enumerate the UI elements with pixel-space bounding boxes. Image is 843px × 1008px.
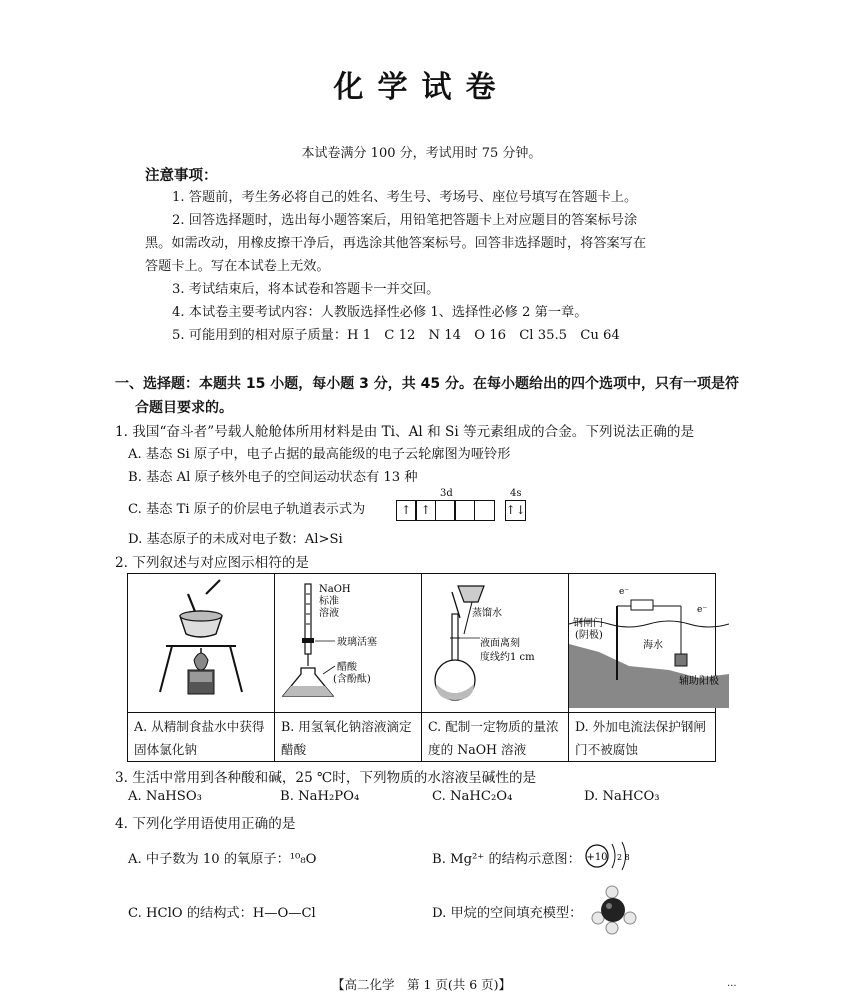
orbital-box-empty xyxy=(454,500,475,521)
label-distilled-water: 蒸馏水 xyxy=(472,608,502,619)
q2-pic-a xyxy=(128,574,275,713)
label-solution: 溶液 xyxy=(319,608,339,619)
orbital-label-3d: 3d xyxy=(440,488,453,499)
orbital-box-empty xyxy=(435,500,456,521)
nucleus-charge: +10 xyxy=(586,852,608,863)
q1-option-c: C. 基态 Ti 原子的价层电子轨道表示式为 xyxy=(128,502,366,517)
exam-intro: 本试卷满分 100 分，考试用时 75 分钟。 xyxy=(301,146,542,161)
volumetric-flask-illustration xyxy=(422,574,567,708)
label-acetic-acid: 醋酸 xyxy=(337,662,357,673)
q2-option-b: B. 用氢氧化钠溶液滴定醋酸 xyxy=(275,713,422,762)
orbital-diagram-3d xyxy=(397,500,495,521)
q4-stem: 4. 下列化学用语使用正确的是 xyxy=(115,816,296,832)
q2-pic-d xyxy=(569,574,719,713)
label-electron-left: e⁻ xyxy=(619,587,630,597)
notice-line-5: 3. 考试结束后，将本试卷和答题卡一并交回。 xyxy=(172,282,440,297)
titration-apparatus-illustration xyxy=(275,574,420,708)
orbital-box-empty xyxy=(474,500,495,521)
q2-pic-c xyxy=(422,574,569,713)
notice-line-2: 2. 回答选择题时，选出每小题答案后，用铅笔把答题卡上对应题目的答案标号涂 xyxy=(172,213,638,228)
orbital-box-up: ↑ xyxy=(415,500,436,521)
footer-mark: ... xyxy=(727,978,737,989)
q1-option-b: B. 基态 Al 原子核外电子的空间运动状态有 13 种 xyxy=(128,470,418,485)
label-steel-gate: 钢闸门 xyxy=(573,618,603,629)
q2-pic-b xyxy=(275,574,422,713)
q4-option-d: D. 甲烷的空间填充模型： xyxy=(432,906,583,921)
label-stopcock: 玻璃活塞 xyxy=(337,637,377,648)
notice-line-7: 5. 可能用到的相对原子质量：H 1 C 12 N 14 O 16 Cl 35.5 Cu 64 xyxy=(172,328,620,343)
notice-line-3: 黑。如需改动，用橡皮擦干净后，再选涂其他答案标号。回答非选择题时，将答案写在 xyxy=(145,236,647,251)
label-seawater: 海水 xyxy=(643,640,663,651)
electron-shells: 2 8 xyxy=(617,853,630,862)
q4-option-c: C. HClO 的结构式：H—O—Cl xyxy=(128,906,316,921)
methane-space-filling-model xyxy=(590,884,642,936)
q2-option-d: D. 外加电流法保护钢闸门不被腐蚀 xyxy=(569,713,716,762)
q2-option-c: C. 配制一定物质的量浓度的 NaOH 溶液 xyxy=(422,713,569,762)
mg-ion-structure-diagram xyxy=(582,838,642,874)
orbital-diagram-4s xyxy=(506,500,526,521)
impressed-current-illustration xyxy=(569,574,729,708)
label-level2: 度线约1 cm xyxy=(480,652,535,663)
q2-figure-table xyxy=(127,573,719,762)
label-standard: 标准 xyxy=(319,596,339,607)
q4-option-a xyxy=(128,848,316,867)
notice-line-1: 1. 答题前，考生务必将自己的姓名、考生号、考场号、座位号填写在答题卡上。 xyxy=(172,190,638,205)
q1-option-d: D. 基态原子的未成对电子数：Al>Si xyxy=(128,532,343,547)
evaporation-apparatus-illustration xyxy=(128,574,273,708)
q3-option-a: A. NaHSO₃ xyxy=(128,789,202,804)
q3-stem: 3. 生活中常用到各种酸和碱，25 ℃时，下列物质的水溶液呈碱性的是 xyxy=(115,770,537,786)
orbital-box-paired: ↑↓ xyxy=(505,500,526,521)
notice-title: 注意事项： xyxy=(145,168,218,184)
page-title: 化学试卷 xyxy=(333,70,510,105)
notice-line-6: 4. 本试卷主要考试内容：人教版选择性必修 1、选择性必修 2 第一章。 xyxy=(172,305,588,320)
q1-stem: 1. 我国“奋斗者”号载人舱舱体所用材料是由 Ti、Al 和 Si 等元素组成的合金。下列说法正确的是 xyxy=(115,424,695,440)
orbital-label-4s: 4s xyxy=(510,488,522,499)
q2-stem: 2. 下列叙述与对应图示相符的是 xyxy=(115,555,310,571)
label-cathode: (阴极) xyxy=(575,630,603,641)
oxygen-isotope-formula: ¹⁰₈O xyxy=(289,852,317,867)
q3-option-b: B. NaH₂PO₄ xyxy=(280,789,360,804)
page-footer: 【高二化学 第 1 页(共 6 页)】 xyxy=(331,977,512,992)
notice-line-4: 答题卡上。写在本试卷上无效。 xyxy=(145,259,330,274)
q3-option-d: D. NaHCO₃ xyxy=(584,789,660,804)
q1-option-a: A. 基态 Si 原子中，电子占据的最高能级的电子云轮廓图为哑铃形 xyxy=(128,447,511,462)
label-auxiliary-anode: 辅助阳极 xyxy=(679,676,719,687)
label-with-phenolphthalein: (含酚酞) xyxy=(333,674,371,685)
q4-option-b: B. Mg²⁺ 的结构示意图： xyxy=(432,852,581,867)
label-electron-right: e⁻ xyxy=(697,605,708,615)
q2-option-a: A. 从精制食盐水中获得固体氯化钠 xyxy=(128,713,275,762)
q4-option-a-text: A. 中子数为 10 的氧原子： xyxy=(128,852,290,867)
q3-option-c: C. NaHC₂O₄ xyxy=(432,789,513,804)
section-heading-line2: 合题目要求的。 xyxy=(135,400,233,416)
label-naoh: NaOH xyxy=(319,584,351,595)
orbital-box-up: ↑ xyxy=(396,500,417,521)
label-level1: 液面离刻 xyxy=(480,638,520,649)
section-heading-line1: 一、选择题：本题共 15 小题，每小题 3 分，共 45 分。在每小题给出的四个选项中，只有一项是符 xyxy=(115,376,739,392)
